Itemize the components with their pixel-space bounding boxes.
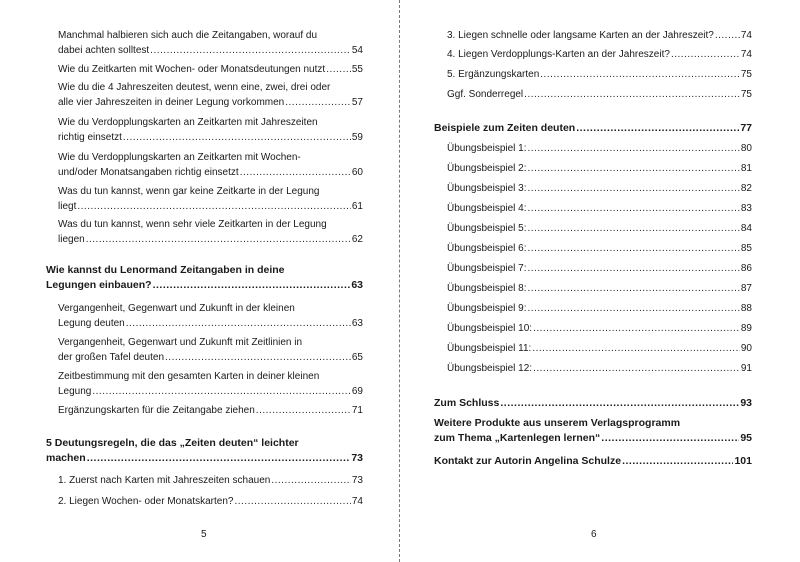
leader-dots xyxy=(240,165,351,180)
toc-entry[interactable] xyxy=(447,67,752,82)
toc-page-number: 77 xyxy=(740,122,752,134)
toc-entry[interactable] xyxy=(58,494,363,509)
leader-dots xyxy=(715,28,740,43)
leader-dots xyxy=(77,199,351,214)
toc-entry[interactable] xyxy=(58,335,363,365)
toc-page-number: 63 xyxy=(351,279,363,291)
toc-entry-text: Übungsbeispiel 2: xyxy=(447,163,527,174)
toc-chapter-entry[interactable] xyxy=(46,263,363,293)
toc-chapter-entry[interactable] xyxy=(434,396,752,411)
toc-entry-text: Ggf. Sonderregel xyxy=(447,89,524,100)
toc-page-number: 75 xyxy=(740,89,752,100)
toc-entry-text: Weitere Produkte aus unserem Verlagsprogramm xyxy=(434,417,681,429)
leader-dots xyxy=(500,396,739,411)
toc-entry-text: Was du tun kannst, wenn gar keine Zeitkarte in der Legung xyxy=(58,186,320,197)
toc-page-number: 81 xyxy=(740,163,752,174)
toc-entry[interactable] xyxy=(447,361,752,376)
toc-entry[interactable] xyxy=(447,161,752,176)
leader-dots xyxy=(528,221,740,236)
leader-dots xyxy=(528,241,740,256)
toc-page-number: 85 xyxy=(740,243,752,254)
toc-entry-text: alle vier Jahreszeiten in deiner Legung vorkommen xyxy=(58,97,285,108)
toc-entry-text: 5. Ergänzungskarten xyxy=(447,69,540,80)
toc-entry-text: Manchmal halbieren sich auch die Zeitangaben, worauf du xyxy=(58,30,318,41)
toc-entry-text: Beispiele zum Zeiten deuten xyxy=(434,122,576,134)
leader-dots xyxy=(528,281,740,296)
toc-entry[interactable] xyxy=(58,217,363,247)
toc-page-number: 101 xyxy=(734,455,752,467)
toc-entry[interactable] xyxy=(58,28,363,58)
leader-dots xyxy=(532,341,740,356)
toc-page-number: 93 xyxy=(740,397,752,409)
toc-page-number: 73 xyxy=(351,475,363,486)
toc-entry-text: Übungsbeispiel 6: xyxy=(447,243,527,254)
toc-entry[interactable] xyxy=(447,28,752,43)
toc-entry-text: Legungen einbauen? xyxy=(46,279,152,291)
toc-entry[interactable] xyxy=(58,184,363,214)
leader-dots xyxy=(528,141,740,156)
toc-entry[interactable] xyxy=(58,150,363,180)
toc-entry-text: Was du tun kannst, wenn sehr viele Zeitkarten in der Legung xyxy=(58,219,327,230)
toc-entry[interactable] xyxy=(447,141,752,156)
toc-page-number: 88 xyxy=(740,303,752,314)
toc-entry-text: machen xyxy=(46,452,86,464)
toc-page-number: 90 xyxy=(740,343,752,354)
page-gutter-divider xyxy=(399,0,400,562)
leader-dots xyxy=(234,494,350,509)
toc-page-number: 74 xyxy=(740,49,752,60)
toc-chapter-entry[interactable] xyxy=(46,436,363,466)
toc-entry-text: Übungsbeispiel 10: xyxy=(447,323,533,334)
toc-entry-text: zum Thema „Kartenlegen lernen“ xyxy=(434,432,601,444)
leader-dots xyxy=(150,43,351,58)
leader-dots xyxy=(165,350,351,365)
toc-entry-text: 1. Zuerst nach Karten mit Jahreszeiten schauen xyxy=(58,475,271,486)
toc-page-number: 80 xyxy=(740,143,752,154)
toc-entry-text: Wie du die 4 Jahreszeiten deutest, wenn eine, zwei, drei oder xyxy=(58,82,331,93)
toc-entry[interactable] xyxy=(58,80,363,110)
toc-entry-text: Vergangenheit, Gegenwart und Zukunft in der kleinen xyxy=(58,303,295,314)
toc-page-number: 63 xyxy=(351,318,363,329)
toc-entry-text: Vergangenheit, Gegenwart und Zukunft mit Zeitlinien in xyxy=(58,337,303,348)
toc-entry[interactable] xyxy=(447,241,752,256)
toc-entry-text: Legung deuten xyxy=(58,318,125,329)
toc-page-number: 84 xyxy=(740,223,752,234)
toc-entry-text: Ergänzungskarten für die Zeitangabe ziehen xyxy=(58,405,255,416)
toc-page-number: 57 xyxy=(351,97,363,108)
leader-dots xyxy=(86,232,351,247)
leader-dots xyxy=(326,62,351,77)
leader-dots xyxy=(528,161,740,176)
toc-entry-text: richtig einsetzt xyxy=(58,132,122,143)
toc-entry-text: 5 Deutungsregeln, die das „Zeiten deuten“ leichter xyxy=(46,437,299,449)
leader-dots xyxy=(285,95,351,110)
leader-dots xyxy=(153,278,351,293)
leader-dots xyxy=(524,87,740,102)
toc-entry-text: Übungsbeispiel 5: xyxy=(447,223,527,234)
toc-page-number: 91 xyxy=(740,363,752,374)
toc-entry[interactable] xyxy=(447,201,752,216)
toc-page-number: 59 xyxy=(351,132,363,143)
toc-page-number: 86 xyxy=(740,263,752,274)
toc-entry[interactable] xyxy=(58,62,363,77)
toc-entry[interactable] xyxy=(447,181,752,196)
toc-entry-text: Wie du Verdopplungskarten an Zeitkarten mit Wochen- xyxy=(58,152,301,163)
leader-dots xyxy=(601,431,739,446)
toc-entry-text: liegt xyxy=(58,201,77,212)
toc-entry-text: Wie du Zeitkarten mit Wochen- oder Monatsdeutungen nutzt xyxy=(58,64,326,75)
toc-page-number: 74 xyxy=(351,496,363,507)
leader-dots xyxy=(528,261,740,276)
toc-entry-text: Wie kannst du Lenormand Zeitangaben in deine xyxy=(46,264,285,276)
toc-page-number: 61 xyxy=(351,201,363,212)
leader-dots xyxy=(528,181,740,196)
toc-entry[interactable] xyxy=(58,473,363,488)
toc-entry-text: Übungsbeispiel 9: xyxy=(447,303,527,314)
toc-entry-text: Übungsbeispiel 1: xyxy=(447,143,527,154)
toc-entry-text: 3. Liegen schnelle oder langsame Karten an der Jahreszeit? xyxy=(447,30,714,41)
leader-dots xyxy=(533,321,740,336)
toc-entry-text: Zum Schluss xyxy=(434,397,500,409)
leader-dots xyxy=(533,361,740,376)
toc-page-number: 95 xyxy=(740,432,752,444)
leader-dots xyxy=(256,403,351,418)
toc-page-number: 73 xyxy=(351,452,363,464)
toc-entry-text: liegen xyxy=(58,234,85,245)
toc-page-number: 83 xyxy=(740,203,752,214)
toc-entry[interactable] xyxy=(58,301,363,331)
toc-page-number: 71 xyxy=(351,405,363,416)
toc-entry-text: Wie du Verdopplungskarten an Zeitkarten mit Jahreszeiten xyxy=(58,117,318,128)
toc-page-number: 89 xyxy=(740,323,752,334)
toc-entry-text: Legung xyxy=(58,386,92,397)
toc-entry-text: 4. Liegen Verdopplungs-Karten an der Jahreszeit? xyxy=(447,49,670,60)
toc-entry[interactable] xyxy=(447,47,752,62)
toc-chapter-entry[interactable] xyxy=(434,121,752,136)
toc-page-number: 65 xyxy=(351,352,363,363)
toc-entry-text: dabei achten solltest xyxy=(58,45,150,56)
leader-dots xyxy=(576,121,739,136)
toc-page-number: 75 xyxy=(740,69,752,80)
toc-entry[interactable] xyxy=(447,301,752,316)
leader-dots xyxy=(528,201,740,216)
toc-chapter-entry[interactable] xyxy=(434,416,752,446)
toc-entry-text: Übungsbeispiel 7: xyxy=(447,263,527,274)
toc-entry[interactable] xyxy=(58,369,363,399)
leader-dots xyxy=(540,67,740,82)
toc-page-number: 60 xyxy=(351,167,363,178)
toc-entry-text: Übungsbeispiel 8: xyxy=(447,283,527,294)
leader-dots xyxy=(528,301,740,316)
toc-page-number: 82 xyxy=(740,183,752,194)
toc-entry[interactable] xyxy=(58,115,363,145)
toc-entry[interactable] xyxy=(447,321,752,336)
toc-page-number: 74 xyxy=(740,30,752,41)
toc-entry[interactable] xyxy=(447,87,752,102)
toc-entry[interactable] xyxy=(447,261,752,276)
toc-entry-text: Übungsbeispiel 12: xyxy=(447,363,533,374)
toc-entry-text: Kontakt zur Autorin Angelina Schulze xyxy=(434,455,622,467)
page-number-footer: 6 xyxy=(591,529,597,540)
toc-entry[interactable] xyxy=(447,341,752,356)
toc-entry[interactable] xyxy=(447,221,752,236)
toc-page-number: 69 xyxy=(351,386,363,397)
leader-dots xyxy=(622,454,733,469)
leader-dots xyxy=(92,384,351,399)
toc-entry[interactable] xyxy=(447,281,752,296)
toc-entry-text: Übungsbeispiel 3: xyxy=(447,183,527,194)
page-number-footer: 5 xyxy=(201,529,207,540)
toc-entry-text: Zeitbestimmung mit den gesamten Karten in deiner kleinen xyxy=(58,371,320,382)
toc-page-number: 62 xyxy=(351,234,363,245)
leader-dots xyxy=(123,130,351,145)
toc-page-number: 54 xyxy=(351,45,363,56)
toc-entry-text: Übungsbeispiel 4: xyxy=(447,203,527,214)
leader-dots xyxy=(87,451,351,466)
toc-page-number: 55 xyxy=(351,64,363,75)
toc-chapter-entry[interactable] xyxy=(434,454,752,469)
leader-dots xyxy=(126,316,351,331)
toc-entry-text: und/oder Monatsangaben richtig einsetzt xyxy=(58,167,239,178)
toc-entry-text: 2. Liegen Wochen- oder Monatskarten? xyxy=(58,496,234,507)
leader-dots xyxy=(271,473,351,488)
toc-page-number: 87 xyxy=(740,283,752,294)
leader-dots xyxy=(671,47,740,62)
toc-entry-text: Übungsbeispiel 11: xyxy=(447,343,532,354)
toc-entry-text: der großen Tafel deuten xyxy=(58,352,165,363)
toc-entry[interactable] xyxy=(58,403,363,418)
